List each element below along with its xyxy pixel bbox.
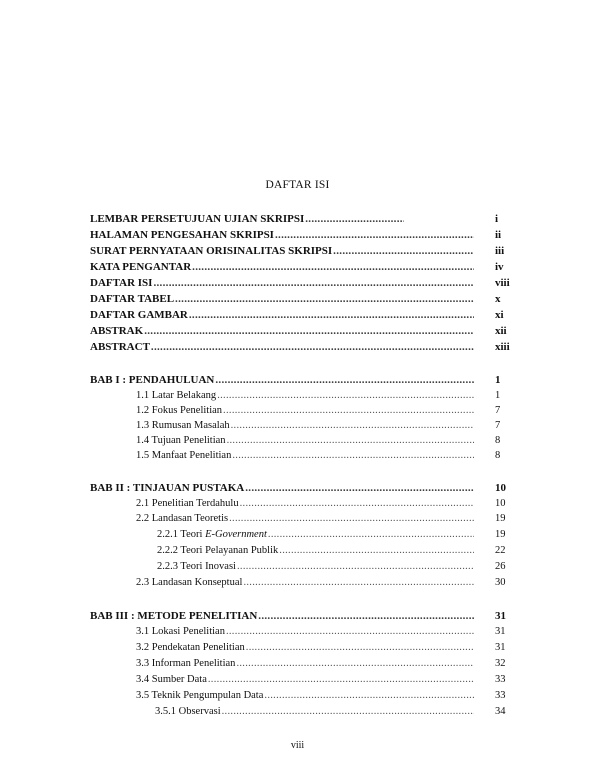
- toc-page: 30: [495, 577, 506, 588]
- toc-entry: DAFTAR TABEL .....: [90, 292, 475, 306]
- toc-page: 22: [495, 545, 506, 556]
- toc-entry: DAFTAR ISI .....: [90, 276, 475, 290]
- toc-page: 31: [495, 642, 506, 653]
- toc-subentry: 2.1 Penelitian Terdahulu .....: [136, 497, 475, 511]
- toc-subentry: 2.2.1 Teori E-Government .....: [157, 528, 475, 542]
- toc-page: 31: [495, 626, 506, 637]
- toc-subentry: 3.3 Informan Penelitian .....: [136, 657, 475, 671]
- toc-page: xi: [495, 309, 504, 321]
- toc-page: 7: [495, 420, 501, 431]
- toc-page: 32: [495, 658, 506, 669]
- toc-page: viii: [495, 277, 510, 289]
- toc-page: xiii: [495, 341, 510, 353]
- toc-entry: DAFTAR GAMBAR .....: [90, 308, 475, 322]
- toc-page: iii: [495, 245, 505, 257]
- toc-page: 10: [495, 482, 506, 494]
- toc-subentry: 1.4 Tujuan Penelitian .....: [136, 434, 475, 448]
- toc-subentry: 1.1 Latar Belakang .....: [136, 389, 475, 403]
- toc-entry: ABSTRACT .....: [90, 340, 475, 354]
- toc-subentry: 2.2 Landasan Teoretis .....: [136, 512, 475, 526]
- toc-entry: KATA PENGANTAR .....: [90, 260, 475, 274]
- toc-page: 8: [495, 450, 501, 461]
- toc-subentry: 1.2 Fokus Penelitian .....: [136, 404, 475, 418]
- toc-page: 34: [495, 706, 506, 717]
- toc-page: 19: [495, 513, 506, 524]
- toc-page: 19: [495, 529, 506, 540]
- toc-subentry: 2.3 Landasan Konseptual .....: [136, 576, 475, 590]
- toc-entry: LEMBAR PERSETUJUAN UJIAN SKRIPSI .....: [90, 212, 405, 226]
- toc-page: 10: [495, 498, 506, 509]
- toc-page: 7: [495, 405, 501, 416]
- page-title: DAFTAR ISI: [265, 179, 330, 191]
- toc-page: i: [495, 213, 499, 225]
- toc-subentry: 2.2.2 Teori Pelayanan Publik .....: [157, 544, 475, 558]
- toc-subentry: 3.1 Lokasi Penelitian .....: [136, 625, 475, 639]
- chapter-heading: BAB II : TINJAUAN PUSTAKA .....: [90, 481, 475, 495]
- toc-subentry: 3.4 Sumber Data .....: [136, 673, 475, 687]
- toc-subentry: 3.2 Pendekatan Penelitian .....: [136, 641, 475, 655]
- toc-page: x: [495, 293, 501, 305]
- toc-page: 31: [495, 610, 506, 622]
- toc-page: 1: [495, 374, 501, 386]
- toc-entry: ABSTRAK .....: [90, 324, 475, 338]
- toc-entry: HALAMAN PENGESAHAN SKRIPSI .....: [90, 228, 475, 242]
- toc-page: 33: [495, 674, 506, 685]
- toc-page: ii: [495, 229, 502, 241]
- toc-entry: SURAT PERNYATAAN ORISINALITAS SKRIPSI .....: [90, 244, 475, 258]
- toc-page: 1: [495, 390, 501, 401]
- toc-subentry: 1.5 Manfaat Penelitian .....: [136, 449, 475, 463]
- toc-subentry: 1.3 Rumusan Masalah .....: [136, 419, 475, 433]
- toc-page: 8: [495, 435, 501, 446]
- toc-page: xii: [495, 325, 507, 337]
- toc-page: 33: [495, 690, 506, 701]
- toc-subentry: 3.5.1 Observasi .....: [155, 705, 475, 719]
- chapter-heading: BAB III : METODE PENELITIAN .....: [90, 609, 475, 623]
- chapter-heading: BAB I : PENDAHULUAN .....: [90, 373, 475, 387]
- toc-page: 26: [495, 561, 506, 572]
- page-number: viii: [290, 740, 305, 751]
- toc-page: iv: [495, 261, 504, 273]
- toc-subentry: 3.5 Teknik Pengumpulan Data .....: [136, 689, 475, 703]
- toc-subentry: 2.2.3 Teori Inovasi .....: [157, 560, 475, 574]
